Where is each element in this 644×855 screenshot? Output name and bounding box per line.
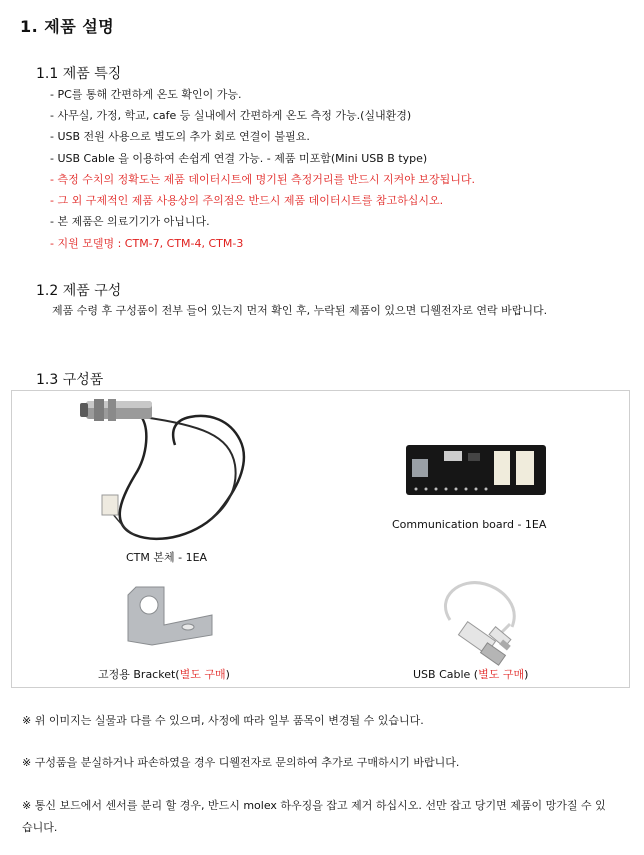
section-components-title: 1.3 구성품 [36,372,104,388]
note-molex-warning: ※ 통신 보드에서 센서를 분리 할 경우, 반드시 molex 하우징을 잡고 제거 하십시오. 선만 잡고 당기면 제품이 망가질 수 있습니다. [22,799,606,834]
feature-item: - 본 제품은 의료기기가 아닙니다. [50,215,210,228]
feature-item: - PC를 통해 간편하게 온도 확인이 가능. [50,88,242,101]
usb-cable-caption-paren: ) [524,668,529,681]
note-lost-parts: ※ 구성품을 분실하거나 파손하였을 경우 디웰전자로 문의하여 추가로 구매하시기 바랍니다. [22,756,460,769]
ctm-caption: CTM 본체 - 1EA [126,551,208,564]
section-features-title: 1.1 제품 특징 [36,66,122,82]
board-caption: Communication board - 1EA [392,518,547,531]
usb-cable-caption-text: USB Cable ( [413,668,479,681]
feature-item: - USB Cable 을 이용하여 손쉽게 연결 가능. - 제품 미포함(Mini USB B type) [50,152,428,165]
bracket-caption-paren: ) [225,668,230,681]
feature-item: - 사무실, 가정, 학교, cafe 등 실내에서 간편하게 온도 측정 가능.(실내환경) [50,109,412,122]
ctm-sensor-image [80,395,270,545]
feature-item: - USB 전원 사용으로 별도의 추가 회로 연결이 불필요. [50,130,310,143]
note-image-disclaimer: ※ 위 이미지는 실물과 다를 수 있으며, 사정에 따라 일부 품목이 변경될 수 있습니다. [22,714,424,727]
section-composition-title: 1.2 제품 구성 [36,283,122,299]
feature-model-item: - 지원 모델명 : CTM-7, CTM-4, CTM-3 [50,237,244,250]
usb-cable-caption-separate-purchase: 별도 구매 [478,668,525,681]
bracket-caption-text: 고정용 Bracket( [98,668,180,681]
bracket-image [122,585,214,647]
usb-cable-caption [413,666,528,682]
bracket-caption [98,666,230,682]
heading-product-description: 1. 제품 설명 [20,17,115,36]
composition-paragraph: 제품 수령 후 구성품이 전부 들어 있는지 먼저 확인 후, 누락된 제품이 있으면 디웰전자로 연락 바랍니다. [52,304,548,317]
bracket-caption-separate-purchase: 별도 구매 [179,668,226,681]
usb-cable-image [430,572,530,662]
feature-warning-item: - 그 외 구제적인 제품 사용상의 주의점은 반드시 제품 데이터시트를 참고하십시오. [50,194,444,207]
feature-warning-item: - 측정 수치의 정확도는 제품 데이터시트에 명기된 측정거리를 반드시 지켜야 보장됩니다. [50,173,475,186]
communication-board-image [406,445,546,495]
